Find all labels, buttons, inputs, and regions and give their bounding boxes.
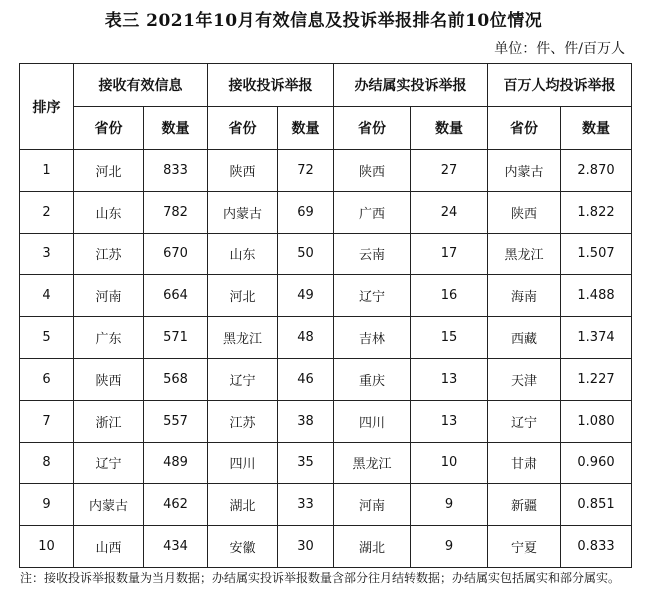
resolved-count-cell: 9 [411, 526, 488, 568]
table-row [20, 317, 632, 359]
province-header: 省份 [74, 107, 144, 150]
info-province-cell: 内蒙古 [74, 484, 144, 526]
table-body [20, 150, 632, 568]
resolved-province-cell: 黑龙江 [334, 442, 411, 484]
complaint-province-cell: 陕西 [208, 150, 278, 192]
info-count-cell: 833 [144, 150, 208, 192]
footnote: 注：接收投诉举报数量为当月数据；办结属实投诉举报数量含部分往月结转数据；办结属实包括属实和部分属实。 [20, 571, 621, 585]
group-header-valid-info: 接收有效信息 [74, 64, 208, 107]
rank-cell: 10 [20, 526, 74, 568]
ranking-table [19, 63, 632, 568]
resolved-province-cell: 吉林 [334, 317, 411, 359]
info-province-cell: 河南 [74, 275, 144, 317]
info-province-cell: 山东 [74, 191, 144, 233]
rank-cell: 2 [20, 191, 74, 233]
info-count-cell: 557 [144, 400, 208, 442]
count-header: 数量 [144, 107, 208, 150]
info-province-cell: 浙江 [74, 400, 144, 442]
info-count-cell: 782 [144, 191, 208, 233]
table-row [20, 233, 632, 275]
resolved-count-cell: 15 [411, 317, 488, 359]
complaint-province-cell: 山东 [208, 233, 278, 275]
count-header: 数量 [411, 107, 488, 150]
resolved-province-cell: 河南 [334, 484, 411, 526]
complaint-count-cell: 49 [278, 275, 334, 317]
info-count-cell: 571 [144, 317, 208, 359]
resolved-province-cell: 陕西 [334, 150, 411, 192]
complaint-province-cell: 河北 [208, 275, 278, 317]
resolved-province-cell: 湖北 [334, 526, 411, 568]
info-count-cell: 670 [144, 233, 208, 275]
complaint-province-cell: 黑龙江 [208, 317, 278, 359]
per-million-value-cell: 1.227 [561, 358, 632, 400]
per-million-province-cell: 天津 [488, 358, 561, 400]
table-row [20, 275, 632, 317]
per-million-value-cell: 2.870 [561, 150, 632, 192]
info-province-cell: 山西 [74, 526, 144, 568]
resolved-count-cell: 16 [411, 275, 488, 317]
info-count-cell: 664 [144, 275, 208, 317]
table-row [20, 400, 632, 442]
per-million-value-cell: 0.851 [561, 484, 632, 526]
info-province-cell: 陕西 [74, 358, 144, 400]
rank-cell: 7 [20, 400, 74, 442]
rank-header: 排序 [20, 64, 74, 150]
complaint-province-cell: 江苏 [208, 400, 278, 442]
table-row [20, 442, 632, 484]
group-header-resolved: 办结属实投诉举报 [334, 64, 488, 107]
complaint-province-cell: 辽宁 [208, 358, 278, 400]
complaint-province-cell: 湖北 [208, 484, 278, 526]
complaint-count-cell: 50 [278, 233, 334, 275]
rank-cell: 8 [20, 442, 74, 484]
per-million-province-cell: 西藏 [488, 317, 561, 359]
info-province-cell: 江苏 [74, 233, 144, 275]
resolved-province-cell: 辽宁 [334, 275, 411, 317]
resolved-count-cell: 24 [411, 191, 488, 233]
info-province-cell: 河北 [74, 150, 144, 192]
rank-cell: 6 [20, 358, 74, 400]
rank-cell: 4 [20, 275, 74, 317]
info-count-cell: 434 [144, 526, 208, 568]
resolved-count-cell: 13 [411, 358, 488, 400]
complaint-count-cell: 30 [278, 526, 334, 568]
count-header: 数量 [278, 107, 334, 150]
per-million-province-cell: 海南 [488, 275, 561, 317]
resolved-province-cell: 广西 [334, 191, 411, 233]
per-million-province-cell: 内蒙古 [488, 150, 561, 192]
rank-cell: 9 [20, 484, 74, 526]
resolved-count-cell: 27 [411, 150, 488, 192]
group-header-complaints: 接收投诉举报 [208, 64, 334, 107]
per-million-value-cell: 1.822 [561, 191, 632, 233]
rank-cell: 5 [20, 317, 74, 359]
resolved-province-cell: 四川 [334, 400, 411, 442]
per-million-value-cell: 0.833 [561, 526, 632, 568]
rank-cell: 1 [20, 150, 74, 192]
per-million-value-cell: 1.488 [561, 275, 632, 317]
province-header: 省份 [334, 107, 411, 150]
per-million-value-cell: 1.374 [561, 317, 632, 359]
info-count-cell: 489 [144, 442, 208, 484]
per-million-province-cell: 辽宁 [488, 400, 561, 442]
complaint-province-cell: 四川 [208, 442, 278, 484]
table-row [20, 358, 632, 400]
info-province-cell: 辽宁 [74, 442, 144, 484]
complaint-province-cell: 安徽 [208, 526, 278, 568]
complaint-count-cell: 72 [278, 150, 334, 192]
complaint-count-cell: 46 [278, 358, 334, 400]
info-count-cell: 462 [144, 484, 208, 526]
per-million-province-cell: 甘肃 [488, 442, 561, 484]
count-header: 数量 [561, 107, 632, 150]
per-million-province-cell: 黑龙江 [488, 233, 561, 275]
table-row [20, 191, 632, 233]
unit-label: 单位：件、件/百万人 [494, 41, 625, 57]
per-million-province-cell: 宁夏 [488, 526, 561, 568]
table-row [20, 150, 632, 192]
info-count-cell: 568 [144, 358, 208, 400]
complaint-count-cell: 35 [278, 442, 334, 484]
per-million-value-cell: 1.507 [561, 233, 632, 275]
complaint-count-cell: 69 [278, 191, 334, 233]
group-header-per-million: 百万人均投诉举报 [488, 64, 632, 107]
resolved-province-cell: 重庆 [334, 358, 411, 400]
per-million-value-cell: 1.080 [561, 400, 632, 442]
per-million-value-cell: 0.960 [561, 442, 632, 484]
province-header: 省份 [208, 107, 278, 150]
province-header: 省份 [488, 107, 561, 150]
resolved-count-cell: 9 [411, 484, 488, 526]
resolved-count-cell: 13 [411, 400, 488, 442]
per-million-province-cell: 陕西 [488, 191, 561, 233]
complaint-count-cell: 48 [278, 317, 334, 359]
per-million-province-cell: 新疆 [488, 484, 561, 526]
resolved-count-cell: 17 [411, 233, 488, 275]
rank-cell: 3 [20, 233, 74, 275]
table-title: 表三 2021年10月有效信息及投诉举报排名前10位情况 [104, 11, 543, 31]
complaint-province-cell: 内蒙古 [208, 191, 278, 233]
table-row [20, 526, 632, 568]
complaint-count-cell: 38 [278, 400, 334, 442]
info-province-cell: 广东 [74, 317, 144, 359]
table-row [20, 484, 632, 526]
complaint-count-cell: 33 [278, 484, 334, 526]
resolved-count-cell: 10 [411, 442, 488, 484]
resolved-province-cell: 云南 [334, 233, 411, 275]
